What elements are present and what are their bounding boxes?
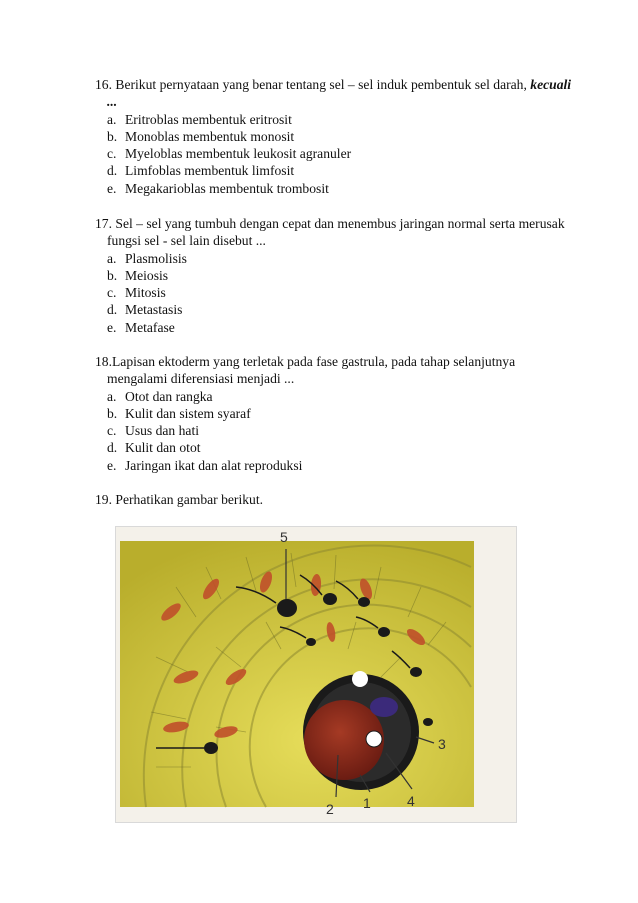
option-item (107, 457, 575, 474)
option-text: Limfoblas membentuk limfosit (125, 163, 295, 179)
question-18 (95, 353, 575, 474)
option-letter: a. (107, 111, 117, 127)
option-item (107, 388, 575, 405)
option-letter: a. (107, 388, 117, 404)
question-number: 19. (95, 492, 112, 507)
option-letter: d. (107, 163, 118, 179)
option-letter: c. (107, 285, 117, 301)
option-text: Metastasis (125, 302, 183, 318)
option-item (107, 180, 575, 197)
option-text: Usus dan hati (125, 423, 200, 439)
option-letter: e. (107, 319, 117, 335)
option-item (107, 162, 575, 179)
question-text: Sel – sel yang tumbuh dengan cepat dan menembus jaringan normal serta merusak fungsi sel - sel lain disebut ... (107, 216, 565, 249)
option-item (107, 422, 575, 439)
question-text: Lapisan ektoderm yang terletak pada fase gastrula, pada tahap selanjutnya mengalami diferensiasi menjadi ... (107, 354, 516, 387)
option-text: Monoblas membentuk monosit (125, 128, 295, 144)
option-letter: c. (107, 146, 117, 162)
question-stem (95, 76, 575, 111)
figure-label-5: 5 (280, 529, 288, 545)
fertilization-figure (115, 526, 517, 823)
polar-body (370, 697, 398, 717)
question-stem (95, 353, 575, 388)
question-emphasis: kecuali ... (107, 77, 572, 110)
zona-marker (352, 671, 368, 687)
option-text: Megakarioblas membentuk trombosit (125, 180, 329, 196)
option-item (107, 267, 575, 284)
option-letter: d. (107, 302, 118, 318)
option-list (95, 111, 575, 197)
option-letter: d. (107, 440, 118, 456)
option-text: Myeloblas membentuk leukosit agranuler (125, 146, 352, 162)
option-item (107, 301, 575, 318)
option-letter: e. (107, 457, 117, 473)
question-text: Berikut pernyataan yang benar tentang sel – sel induk pembentuk sel darah, (115, 77, 527, 92)
option-text: Eritroblas membentuk eritrosit (125, 111, 292, 127)
option-item (107, 111, 575, 128)
option-item (107, 145, 575, 162)
option-text: Kulit dan otot (125, 440, 201, 456)
question-text: Perhatikan gambar berikut. (115, 492, 263, 507)
figure-label-4: 4 (407, 793, 415, 809)
option-text: Mitosis (125, 285, 166, 301)
question-stem (95, 215, 575, 250)
option-text: Jaringan ikat dan alat reproduksi (125, 457, 303, 473)
option-item (107, 405, 575, 422)
question-stem (95, 491, 575, 508)
option-item (107, 250, 575, 267)
question-number: 18. (95, 354, 112, 369)
option-item (107, 439, 575, 456)
option-letter: a. (107, 250, 117, 266)
figure-illustration (116, 527, 516, 822)
option-text: Meiosis (125, 267, 169, 283)
question-19 (95, 491, 575, 508)
question-number: 17. (95, 216, 112, 231)
figure-label-1: 1 (363, 795, 371, 811)
question-number: 16. (95, 77, 112, 92)
figure-label-3: 3 (438, 736, 446, 752)
option-item (107, 284, 575, 301)
question-16 (95, 76, 575, 197)
option-item (107, 128, 575, 145)
option-letter: b. (107, 267, 118, 283)
option-text: Otot dan rangka (125, 388, 213, 404)
option-item (107, 319, 575, 336)
figure-label-2: 2 (326, 801, 334, 817)
option-list (95, 388, 575, 474)
option-text: Metafase (125, 319, 175, 335)
option-text: Plasmolisis (125, 250, 187, 266)
option-letter: b. (107, 405, 118, 421)
sperm-entry-point (366, 731, 382, 747)
option-letter: c. (107, 423, 117, 439)
option-letter: b. (107, 128, 118, 144)
option-list (95, 250, 575, 336)
option-text: Kulit dan sistem syaraf (125, 405, 251, 421)
question-17 (95, 215, 575, 336)
option-letter: e. (107, 180, 117, 196)
